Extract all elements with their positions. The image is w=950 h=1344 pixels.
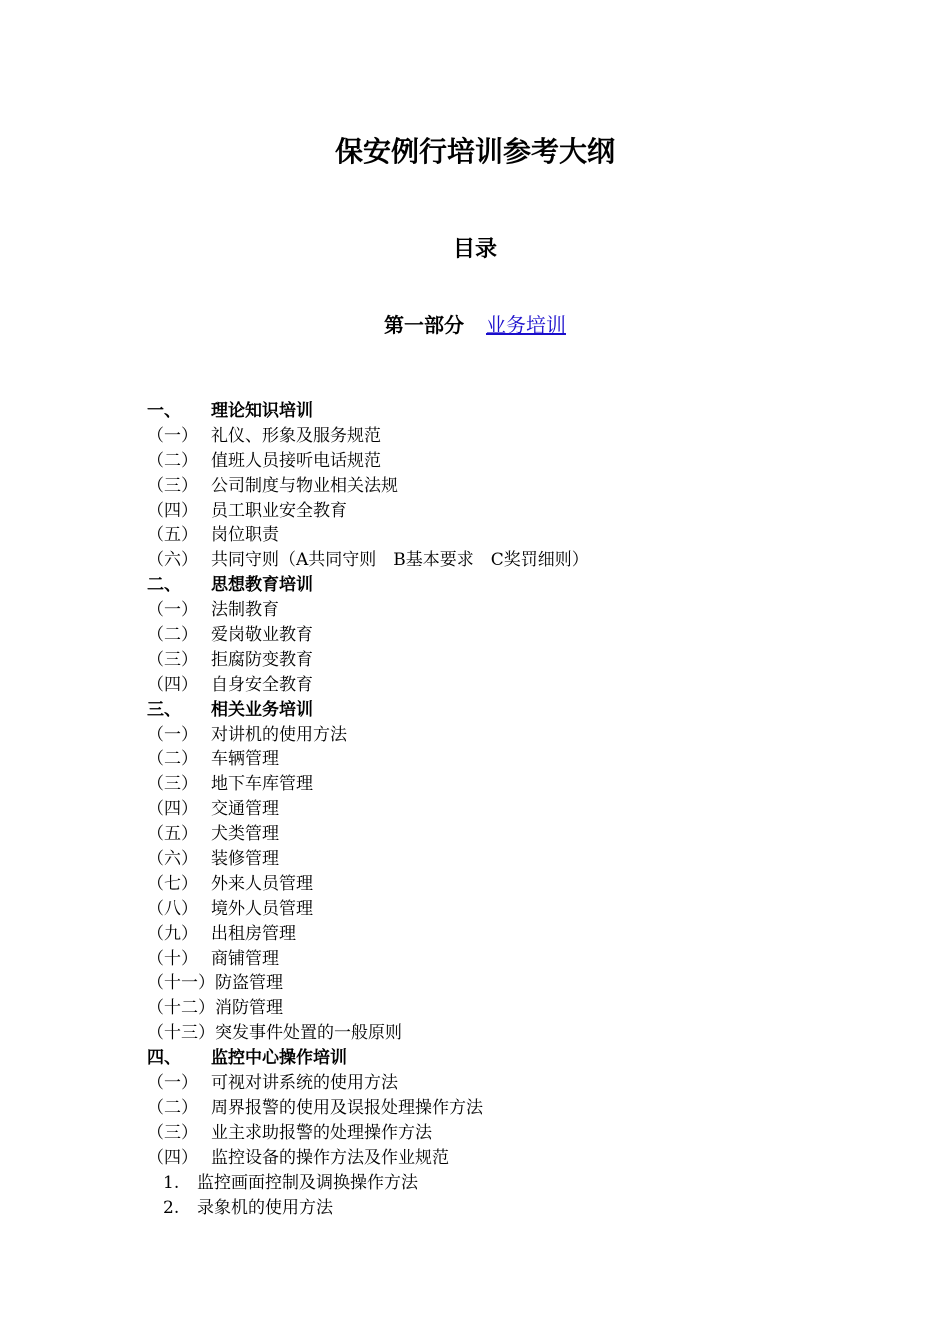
toc-number: （二）: [147, 625, 198, 646]
toc-subsection: [147, 971, 589, 996]
toc-number: （十一）: [147, 973, 215, 994]
toc-text: 值班人员接听电话规范: [211, 450, 381, 471]
toc-subsection: [147, 872, 589, 897]
toc-text: 车辆管理: [211, 749, 279, 770]
toc-text: 交通管理: [211, 799, 279, 820]
toc-number: 三、: [147, 699, 181, 720]
toc-subsection: [147, 1121, 589, 1146]
toc-text: 相关业务培训: [211, 699, 313, 720]
toc-text: 商铺管理: [211, 948, 279, 969]
toc-number: （五）: [147, 824, 198, 845]
toc-item: [147, 1171, 589, 1196]
toc-text: 可视对讲系统的使用方法: [211, 1073, 398, 1094]
toc-number: （八）: [147, 898, 198, 919]
toc-text: 岗位职责: [211, 525, 279, 546]
toc-text: 录象机的使用方法: [197, 1197, 333, 1218]
toc-section: [147, 573, 589, 598]
toc-subsection: [147, 474, 589, 499]
toc-subsection: [147, 598, 589, 623]
toc-number: （四）: [147, 1147, 198, 1168]
toc-text: 爱岗敬业教育: [211, 625, 313, 646]
toc-number: 2.: [163, 1197, 180, 1218]
toc-subsection: [147, 623, 589, 648]
toc-subsection: [147, 424, 589, 449]
toc-subsection: [147, 747, 589, 772]
toc-item: [147, 1196, 589, 1221]
toc-subsection: [147, 996, 589, 1021]
page-title: 保安例行培训参考大纲: [334, 135, 615, 168]
toc-number: （三）: [147, 475, 198, 496]
toc-subsection: [147, 523, 589, 548]
toc-section: [147, 698, 589, 723]
toc-subsection: [147, 673, 589, 698]
toc-number: （四）: [147, 500, 198, 521]
toc-number: 一、: [147, 401, 181, 421]
toc-text: 对讲机的使用方法: [211, 724, 347, 745]
toc-text: 防盗管理: [215, 973, 283, 994]
toc-subsection: [147, 772, 589, 797]
toc-text: 法制教育: [211, 600, 279, 621]
toc-number: （二）: [147, 749, 198, 770]
part-heading: [0, 310, 950, 340]
toc-list: [147, 399, 589, 1220]
toc-text: 自身安全教育: [211, 674, 313, 695]
toc-subsection: [147, 499, 589, 524]
toc-number: （一）: [147, 425, 198, 446]
toc-number: （二）: [147, 450, 198, 471]
toc-subsection: [147, 897, 589, 922]
toc-number: （二）: [147, 1097, 198, 1118]
toc-number: 1.: [163, 1172, 180, 1193]
toc-number: （六）: [147, 849, 198, 870]
toc-text: 拒腐防变教育: [211, 649, 313, 670]
toc-number: （三）: [147, 1122, 198, 1143]
toc-number: （一）: [147, 1073, 198, 1094]
toc-section: [147, 1046, 589, 1071]
toc-number: （一）: [147, 600, 198, 621]
toc-title: 目录: [452, 237, 497, 262]
toc-subsection: [147, 1146, 589, 1171]
toc-number: （十）: [147, 948, 198, 969]
toc-text: 业主求助报警的处理操作方法: [211, 1122, 432, 1143]
toc-subsection: [147, 1071, 589, 1096]
toc-text: 地下车库管理: [211, 774, 313, 795]
toc-subsection: [147, 648, 589, 673]
toc-text: 出租房管理: [211, 923, 296, 944]
toc-number: （三）: [147, 774, 198, 795]
toc-text: 理论知识培训: [211, 401, 313, 421]
toc-number: （一）: [147, 724, 198, 745]
toc-number: （六）: [147, 550, 198, 571]
toc-text: 装修管理: [211, 849, 279, 870]
toc-text: 监控画面控制及调换操作方法: [197, 1172, 418, 1193]
toc-number: （四）: [147, 674, 198, 695]
toc-subsection: [147, 847, 589, 872]
toc-number: （九）: [147, 923, 198, 944]
toc-number: （三）: [147, 649, 198, 670]
toc-subsection: [147, 548, 589, 573]
toc-number: 四、: [147, 1048, 181, 1069]
toc-number: （四）: [147, 799, 198, 820]
toc-subsection: [147, 1096, 589, 1121]
toc-text: 共同守则（A共同守则 B基本要求 C奖罚细则）: [211, 550, 589, 571]
toc-subsection: [147, 922, 589, 947]
toc-text: 礼仪、形象及服务规范: [211, 425, 381, 446]
part-label: 第一部分: [384, 313, 464, 337]
toc-text: 监控设备的操作方法及作业规范: [211, 1147, 449, 1168]
toc-text: 突发事件处置的一般原则: [215, 1023, 402, 1044]
toc-subsection: [147, 797, 589, 822]
toc-text: 外来人员管理: [211, 873, 313, 894]
toc-text: 员工职业安全教育: [211, 500, 347, 521]
toc-subsection: [147, 1021, 589, 1046]
toc-number: （十二）: [147, 998, 215, 1019]
toc-text: 监控中心操作培训: [211, 1048, 347, 1069]
toc-text: 思想教育培训: [211, 575, 313, 596]
toc-section: [147, 399, 589, 424]
toc-text: 境外人员管理: [211, 898, 313, 919]
toc-number: （五）: [147, 525, 198, 546]
toc-text: 公司制度与物业相关法规: [211, 475, 398, 496]
toc-subsection: [147, 449, 589, 474]
toc-number: 二、: [147, 575, 181, 596]
toc-text: 周界报警的使用及误报处理操作方法: [211, 1097, 483, 1118]
toc-subsection: [147, 947, 589, 972]
toc-subsection: [147, 822, 589, 847]
toc-text: 犬类管理: [211, 824, 279, 845]
toc-text: 消防管理: [215, 998, 283, 1019]
part-link[interactable]: 业务培训: [486, 313, 566, 337]
toc-subsection: [147, 723, 589, 748]
toc-number: （七）: [147, 873, 198, 894]
toc-number: （十三）: [147, 1023, 215, 1044]
